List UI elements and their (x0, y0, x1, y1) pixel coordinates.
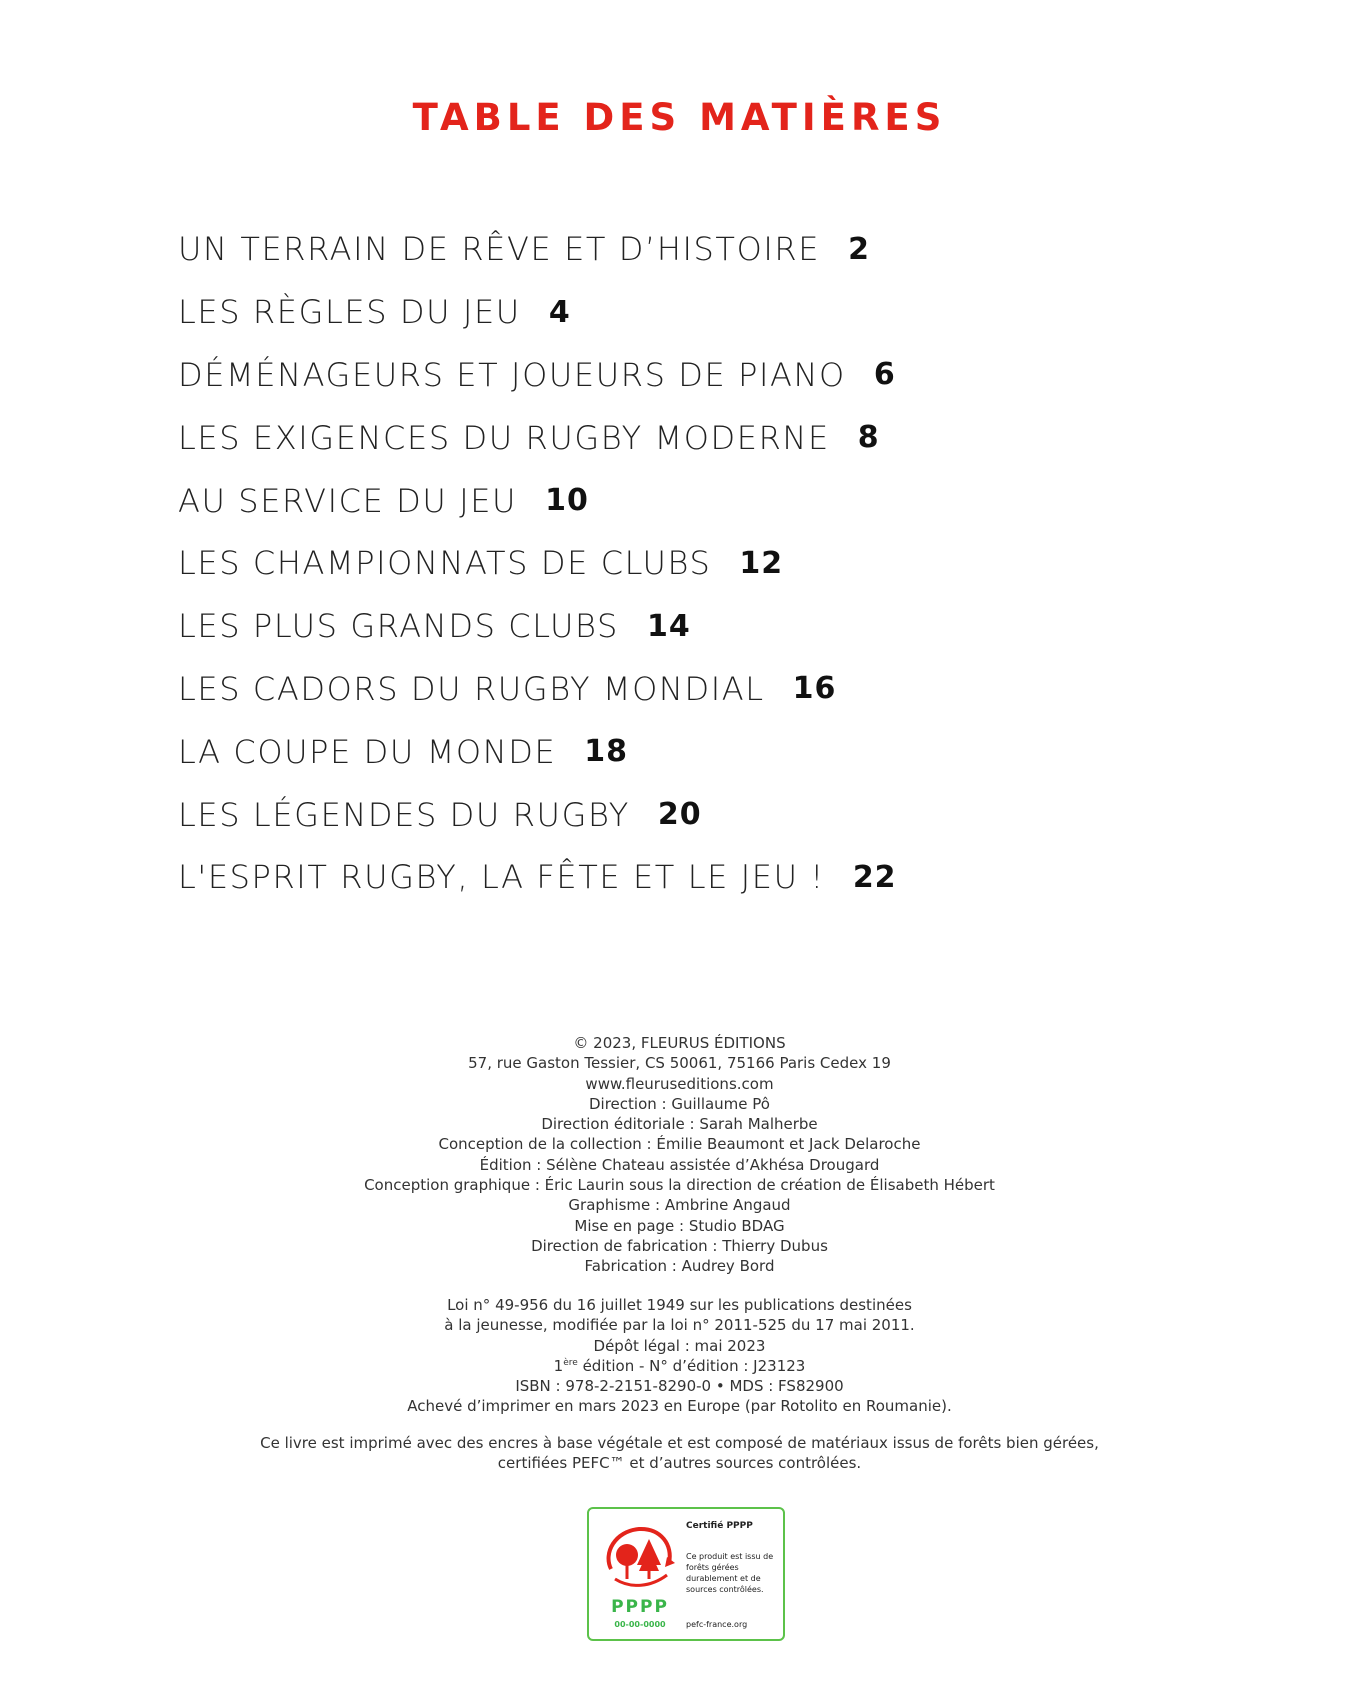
toc-entry (178, 720, 897, 783)
toc-entry-title: L'ESPRIT RUGBY, LA FÊTE ET LE JEU ! (178, 858, 825, 897)
certification-number: 00-00-0000 (614, 1620, 666, 1629)
credit-line: Édition : Sélène Chateau assistée d’Akhésa Drougard (479, 1155, 880, 1174)
toc-entry (178, 344, 897, 407)
legal-deposit-line: Dépôt légal : mai 2023 (593, 1336, 766, 1355)
toc-entry-title: LES RÈGLES DU JEU (178, 293, 521, 332)
printing-line: Achevé d’imprimer en mars 2023 en Europe (par Rotolito en Roumanie). (407, 1397, 952, 1416)
toc-entry-title: LES PLUS GRANDS CLUBS (178, 607, 619, 646)
website-line: www.fleuruseditions.com (585, 1074, 774, 1093)
toc-entry (178, 595, 897, 658)
legal-block (0, 1295, 1359, 1417)
law-line: Loi n° 49-956 du 16 juillet 1949 sur les publications destinées (447, 1296, 912, 1314)
credit-line: Direction de fabrication : Thierry Dubus (531, 1236, 828, 1255)
toc-entry (178, 532, 897, 595)
table-of-contents (178, 218, 897, 909)
toc-entry (178, 469, 897, 532)
credit-line: Conception graphique : Éric Laurin sous la direction de création de Élisabeth Hébert (364, 1176, 995, 1195)
copyright-line: © 2023, FLEURUS ÉDITIONS (573, 1034, 786, 1052)
credit-line: Direction : Guillaume Pô (589, 1094, 770, 1113)
toc-entry-page: 18 (584, 734, 629, 770)
eco-line: certifiées PEFC™ et d’autres sources contrôlées. (497, 1454, 862, 1473)
toc-entry-title: DÉMÉNAGEURS ET JOUEURS DE PIANO (178, 355, 846, 394)
toc-entry-page: 12 (739, 545, 784, 581)
toc-entry-title: LES EXIGENCES DU RUGBY MODERNE (178, 418, 830, 457)
certification-text: Ce produit est issu de forêts gérées durablement et de sources contrôlées. (686, 1552, 774, 1594)
toc-entry (178, 658, 897, 721)
page-title: TABLE DES MATIÈRES (412, 96, 947, 139)
toc-entry-title: LA COUPE DU MONDE (178, 732, 557, 771)
credit-line: Direction éditoriale : Sarah Malherbe (541, 1115, 818, 1134)
certification-heading: Certifié PPPP (686, 1521, 753, 1531)
certification-label (587, 1507, 785, 1641)
certification-url: pefc-france.org (686, 1620, 748, 1629)
toc-entry-page: 6 (873, 357, 896, 393)
eco-line: Ce livre est imprimé avec des encres à base végétale et est composé de matériaux issus de forêts bien gérées, (260, 1434, 1099, 1452)
certification-logo-icon (601, 1523, 677, 1593)
toc-entry (178, 406, 897, 469)
toc-entry-title: LES LÉGENDES DU RUGBY (178, 795, 630, 834)
toc-entry-page: 4 (548, 294, 571, 330)
toc-entry-title: LES CADORS DU RUGBY MONDIAL (178, 669, 765, 708)
credit-line: Conception de la collection : Émilie Beaumont et Jack Delaroche (438, 1135, 921, 1154)
credit-line: Mise en page : Studio BDAG (574, 1216, 785, 1235)
toc-entry (178, 218, 897, 281)
edition-number: 1 (553, 1356, 564, 1375)
toc-entry (178, 783, 897, 846)
law-line: à la jeunesse, modifiée par la loi n° 2011-525 du 17 mai 2011. (444, 1316, 915, 1335)
toc-entry-page: 14 (646, 608, 691, 644)
edition-line (0, 1356, 1359, 1376)
isbn-line: ISBN : 978-2-2151-8290-0 • MDS : FS82900 (515, 1377, 844, 1396)
toc-entry-title: AU SERVICE DU JEU (178, 481, 518, 520)
credits-block (0, 1033, 1359, 1277)
edition-superscript: ère (563, 1357, 578, 1368)
eco-statement (0, 1433, 1359, 1474)
toc-entry-page: 16 (792, 671, 837, 707)
toc-entry-page: 20 (657, 797, 702, 833)
toc-entry-title: UN TERRAIN DE RÊVE ET D’HISTOIRE (178, 230, 821, 269)
address-line: 57, rue Gaston Tessier, CS 50061, 75166 Paris Cedex 19 (468, 1054, 891, 1073)
toc-entry-page: 22 (852, 859, 897, 895)
credit-line: Fabrication : Audrey Bord (584, 1257, 775, 1276)
edition-details: édition - N° d’édition : J23123 (577, 1356, 806, 1375)
toc-entry-title: LES CHAMPIONNATS DE CLUBS (178, 544, 712, 583)
toc-entry-page: 8 (857, 420, 880, 456)
toc-entry (178, 281, 897, 344)
certification-code: PPPP (611, 1597, 669, 1617)
credit-line: Graphisme : Ambrine Angaud (568, 1196, 791, 1215)
toc-entry (178, 846, 897, 909)
toc-entry-page: 2 (848, 231, 870, 267)
toc-entry-page: 10 (545, 483, 589, 519)
